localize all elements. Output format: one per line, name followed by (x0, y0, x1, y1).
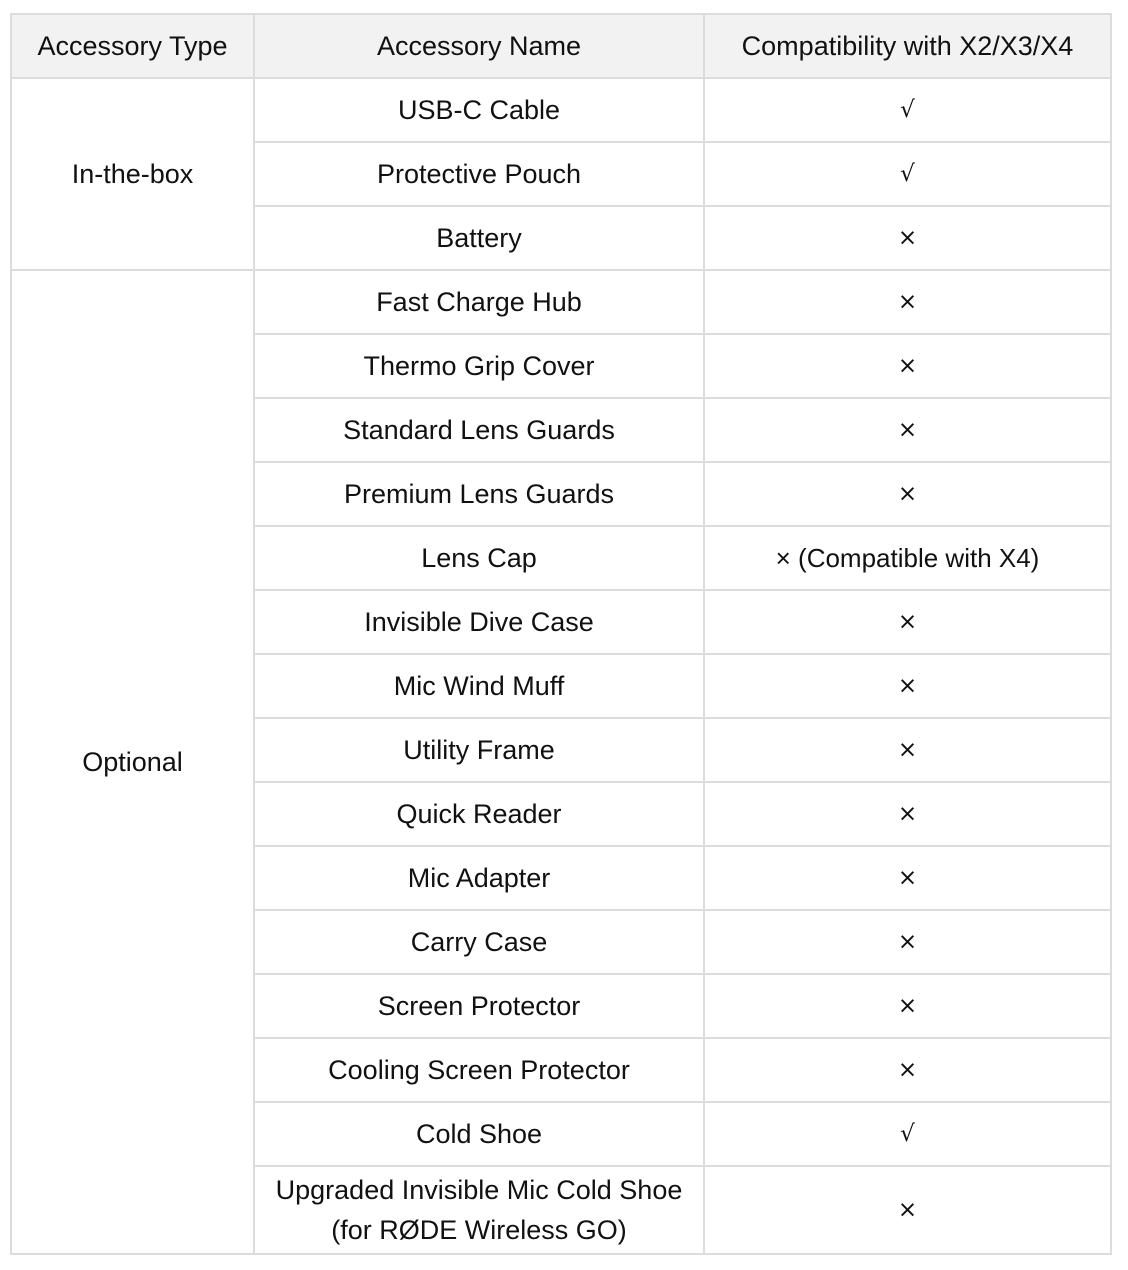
compat-cell: × (704, 334, 1111, 398)
compat-cell: × (704, 782, 1111, 846)
compat-cell: √ (704, 78, 1111, 142)
header-accessory-name: Accessory Name (254, 14, 704, 78)
compat-cell: × (704, 590, 1111, 654)
accessory-name-cell: Premium Lens Guards (254, 462, 704, 526)
compat-cell: × (704, 206, 1111, 270)
accessory-name-cell: Upgraded Invisible Mic Cold Shoe (for RØDE Wireless GO) (254, 1166, 704, 1254)
compatibility-table-container (10, 13, 1112, 1255)
table-row (11, 78, 1111, 142)
group-label-optional: Optional (11, 270, 254, 1254)
compat-cell: × (704, 974, 1111, 1038)
header-accessory-type: Accessory Type (11, 14, 254, 78)
accessory-name-cell: Quick Reader (254, 782, 704, 846)
compat-cell: × (704, 654, 1111, 718)
compat-cell: × (704, 718, 1111, 782)
accessory-name-cell: Lens Cap (254, 526, 704, 590)
table-row (11, 270, 1111, 334)
accessory-name-cell: Thermo Grip Cover (254, 334, 704, 398)
header-row (11, 14, 1111, 78)
compat-cell: × (Compatible with X4) (704, 526, 1111, 590)
compat-cell: × (704, 1166, 1111, 1254)
accessory-name-cell: Carry Case (254, 910, 704, 974)
accessory-name-cell: Standard Lens Guards (254, 398, 704, 462)
compat-cell: × (704, 846, 1111, 910)
compat-cell: × (704, 1038, 1111, 1102)
accessory-name-cell: Fast Charge Hub (254, 270, 704, 334)
accessory-name-cell: Cooling Screen Protector (254, 1038, 704, 1102)
accessory-name-cell: Invisible Dive Case (254, 590, 704, 654)
accessory-name-cell: Protective Pouch (254, 142, 704, 206)
accessory-name-cell: Cold Shoe (254, 1102, 704, 1166)
compat-cell: × (704, 462, 1111, 526)
compat-cell: × (704, 270, 1111, 334)
compat-cell: × (704, 910, 1111, 974)
compat-cell: × (704, 398, 1111, 462)
compat-cell: √ (704, 142, 1111, 206)
accessory-name-cell: Utility Frame (254, 718, 704, 782)
compat-cell: √ (704, 1102, 1111, 1166)
header-compatibility: Compatibility with X2/X3/X4 (704, 14, 1111, 78)
accessory-name-cell: Screen Protector (254, 974, 704, 1038)
accessory-name-cell: Mic Adapter (254, 846, 704, 910)
accessory-name-cell: Mic Wind Muff (254, 654, 704, 718)
accessory-name-cell: Battery (254, 206, 704, 270)
group-label-in-the-box: In-the-box (11, 78, 254, 270)
accessory-name-cell: USB-C Cable (254, 78, 704, 142)
accessory-compatibility-table (10, 13, 1112, 1255)
